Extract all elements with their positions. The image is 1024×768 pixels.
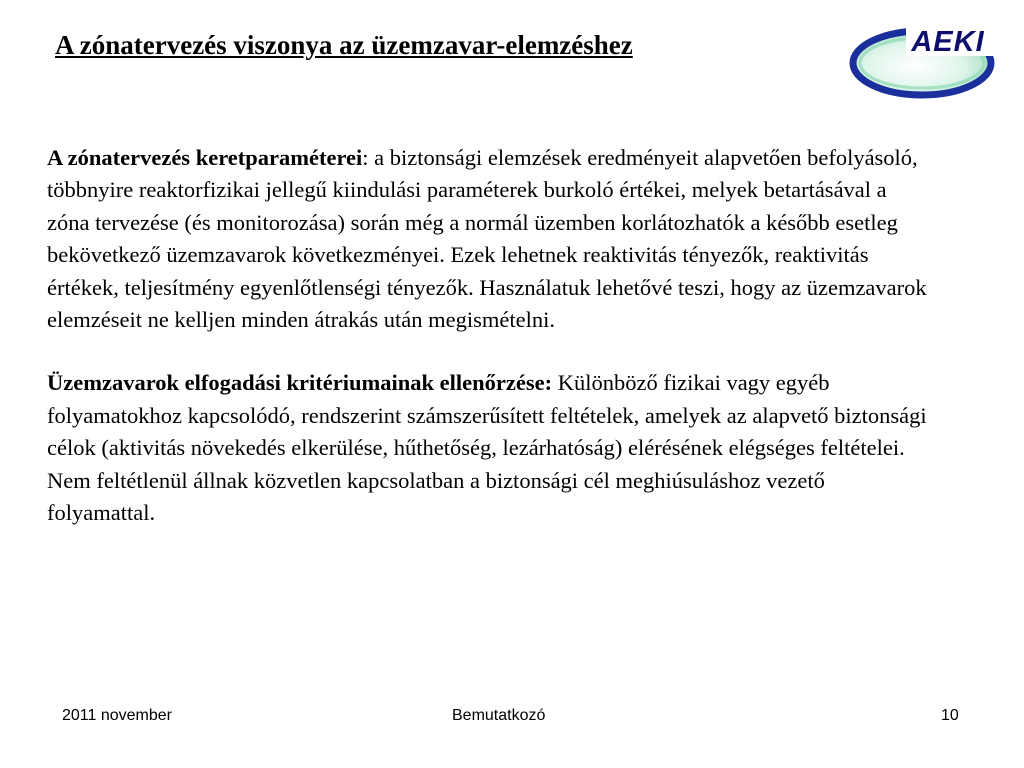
slide-body	[47, 142, 927, 529]
footer-date: 2011 november	[62, 707, 172, 724]
page-number: 10	[941, 707, 959, 724]
footer-presentation-label: Bemutatkozó	[452, 707, 546, 724]
aeki-logo	[848, 20, 996, 102]
paragraph-text: Különböző fizikai vagy egyéb folyamatokhoz kapcsolódó, rendszerint számszerűsített feltételek, amelyek az alapvető biztonsági célok (aktivitás növekedés elkerülése, hűthetőség, lezárhatóság) elérésének elégséges feltételei. Nem feltétlenül állnak közvetlen kapcsolatban a biztonsági cél meghiúsuláshoz vezető folyamattal.	[47, 370, 927, 526]
paragraph-text: : a biztonsági elemzések eredményeit alapvetően befolyásoló, többnyire reaktorfizikai jellegű kiindulási paraméterek burkoló értékei, melyek betartásával a zóna tervezése (és monitorozása) során még a normál üzemben korlátozhatók a később esetleg bekövetkező üzemzavarok következményei. Ezek lehetnek reaktivitás tényezők, reaktivitás értékek, teljesítmény egyenlőtlenségi tényezők. Használatuk lehetővé teszi, hogy az üzemzavarok elemzéseit ne kelljen minden átrakás után megismételni.	[47, 145, 927, 333]
slide-title: A zónatervezés viszonya az üzemzavar-elemzéshez	[55, 30, 633, 60]
paragraph-zone-design-parameters	[47, 142, 927, 336]
paragraph-acceptance-criteria	[47, 367, 927, 529]
logo-text: AEKI	[911, 26, 985, 58]
paragraph-lead: A zónatervezés keretparaméterei	[47, 145, 363, 170]
paragraph-lead: Üzemzavarok elfogadási kritériumainak ellenőrzése:	[47, 370, 553, 396]
